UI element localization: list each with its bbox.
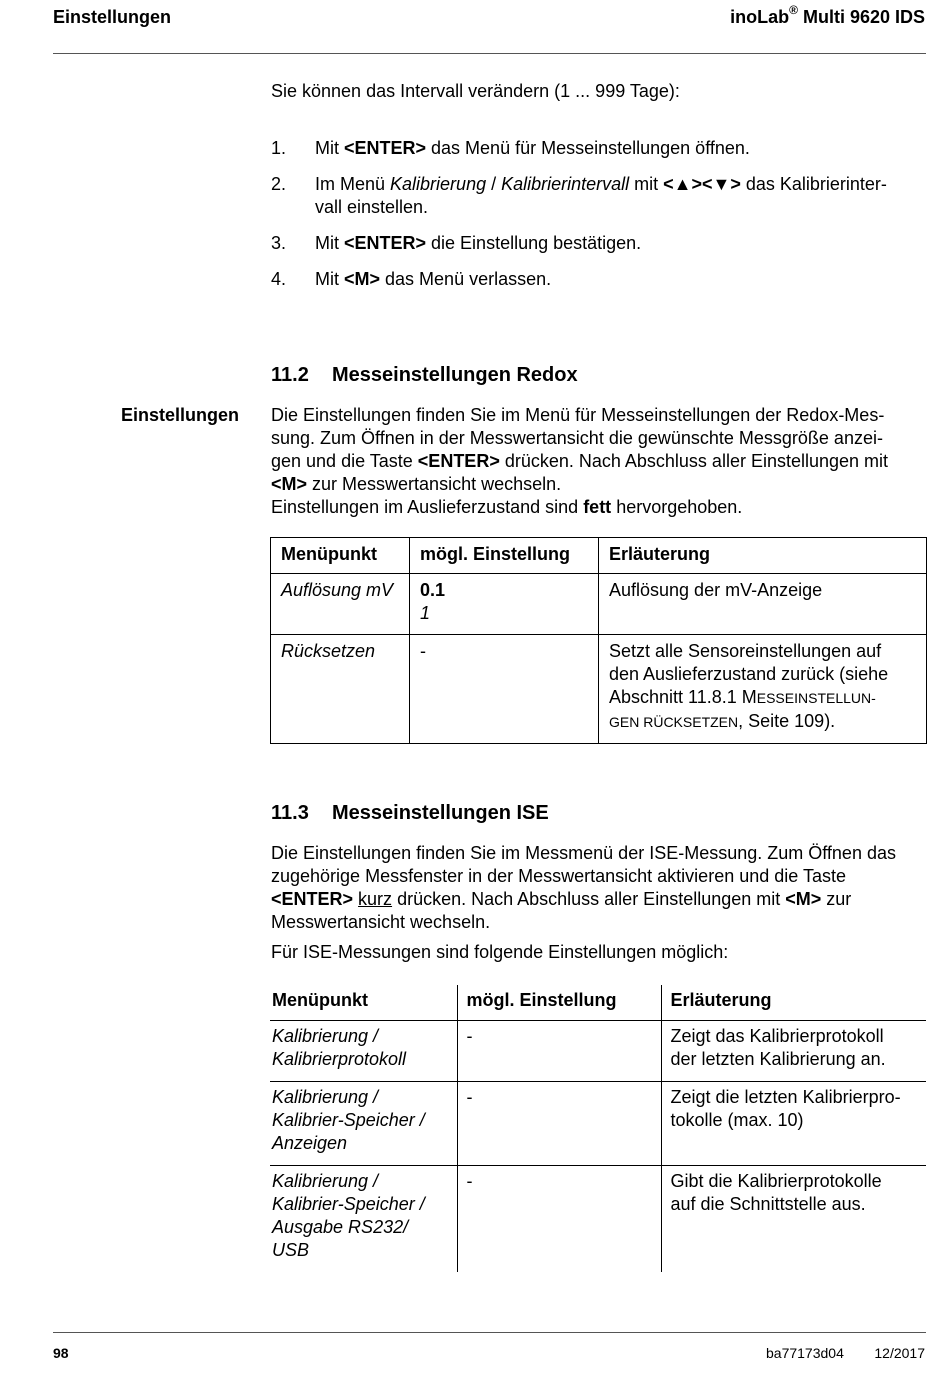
table-row	[270, 1021, 926, 1082]
table-header-cell: Erläuterung	[661, 985, 926, 1021]
table-cell: -	[457, 1021, 661, 1082]
header-section-title: Einstellungen	[53, 7, 172, 27]
table-header-cell: mögl. Einstellung	[457, 985, 661, 1021]
table-cell: Kalibrierung / Kalibrierprotokoll	[270, 1021, 457, 1082]
table-cell: -	[457, 1166, 661, 1273]
table-cell: Auflösung der mV-Anzeige	[599, 574, 927, 635]
page-number: 98	[53, 1345, 69, 1361]
table-cell: Kalibrierung / Kalibrier-Speicher / Anzeigen	[270, 1082, 457, 1166]
table-cell: -	[410, 635, 599, 744]
header-divider	[53, 53, 926, 54]
table-header-row	[271, 538, 927, 574]
table-row	[271, 635, 927, 744]
table-row	[271, 574, 927, 635]
table-cell: -	[457, 1082, 661, 1166]
table-cell: Setzt alle Sensoreinstellungen auf den Auslieferzustand zurück (siehe Abschnitt 11.8.1 MESSEINSTELLUN- GEN RÜCKSETZEN, Seite 109).	[599, 635, 927, 744]
table-row	[270, 1082, 926, 1166]
cross-reference-link[interactable]: MESSEINSTELLUN- GEN RÜCKSETZEN	[609, 687, 876, 730]
section-11-2-paragraph: Die Einstellungen finden Sie im Menü für Messeinstellungen der Redox-Mes- sung. Zum Öffnen in der Messwertansicht die gewünschte Messgröße anzei- gen und die Taste <ENTER> drücken. Nach Abschluss aller Einstellungen mit <M> zur Messwertansicht wechseln. Einstellungen im Auslieferzustand sind fett hervorgehoben.	[271, 405, 889, 517]
table-header-cell: mögl. Einstellung	[410, 538, 599, 574]
table-cell: 0.1 1	[410, 574, 599, 635]
redox-settings-table	[270, 537, 927, 744]
table-header-cell: Erläuterung	[599, 538, 927, 574]
section-heading-11-2: 11.2 Messeinstellungen Redox	[271, 364, 578, 386]
header-product-title: inoLab® Multi 9620 IDS	[730, 3, 925, 27]
section-heading-11-3: 11.3 Messeinstellungen ISE	[271, 802, 549, 824]
table-header-cell: Menüpunkt	[271, 538, 410, 574]
margin-label: Einstellungen	[120, 405, 239, 425]
table-cell: Kalibrierung / Kalibrier-Speicher / Ausgabe RS232/ USB	[270, 1166, 457, 1273]
document-id: ba77173d04	[766, 1345, 844, 1361]
table-cell: Gibt die Kalibrierprotokolle auf die Schnittstelle aus.	[661, 1166, 926, 1273]
table-cell: Zeigt das Kalibrierprotokoll der letzten Kalibrierung an.	[661, 1021, 926, 1082]
ise-settings-table	[270, 985, 926, 1272]
footer-divider	[53, 1332, 926, 1333]
table-cell: Zeigt die letzten Kalibrierpro- tokolle (max. 10)	[661, 1082, 926, 1166]
table-row	[270, 1166, 926, 1273]
intro-text: Sie können das Intervall verändern (1 ... 999 Tage):	[271, 81, 680, 101]
table-header-cell: Menüpunkt	[272, 990, 368, 1010]
section-11-3-intro-line: Für ISE-Messungen sind folgende Einstellungen möglich:	[271, 942, 729, 962]
section-11-3-paragraph: Die Einstellungen finden Sie im Messmenü der ISE-Messung. Zum Öffnen das zugehörige Messfenster in der Messwertansicht aktivieren und die Taste <ENTER> kurz drücken. Nach Abschluss aller Einstellungen mit <M> zur Messwertansicht wechseln.	[271, 843, 896, 932]
table-header-row	[270, 985, 926, 1021]
table-cell: Rücksetzen	[271, 635, 410, 744]
table-cell: Auflösung mV	[271, 574, 410, 635]
document-date: 12/2017	[874, 1345, 925, 1361]
